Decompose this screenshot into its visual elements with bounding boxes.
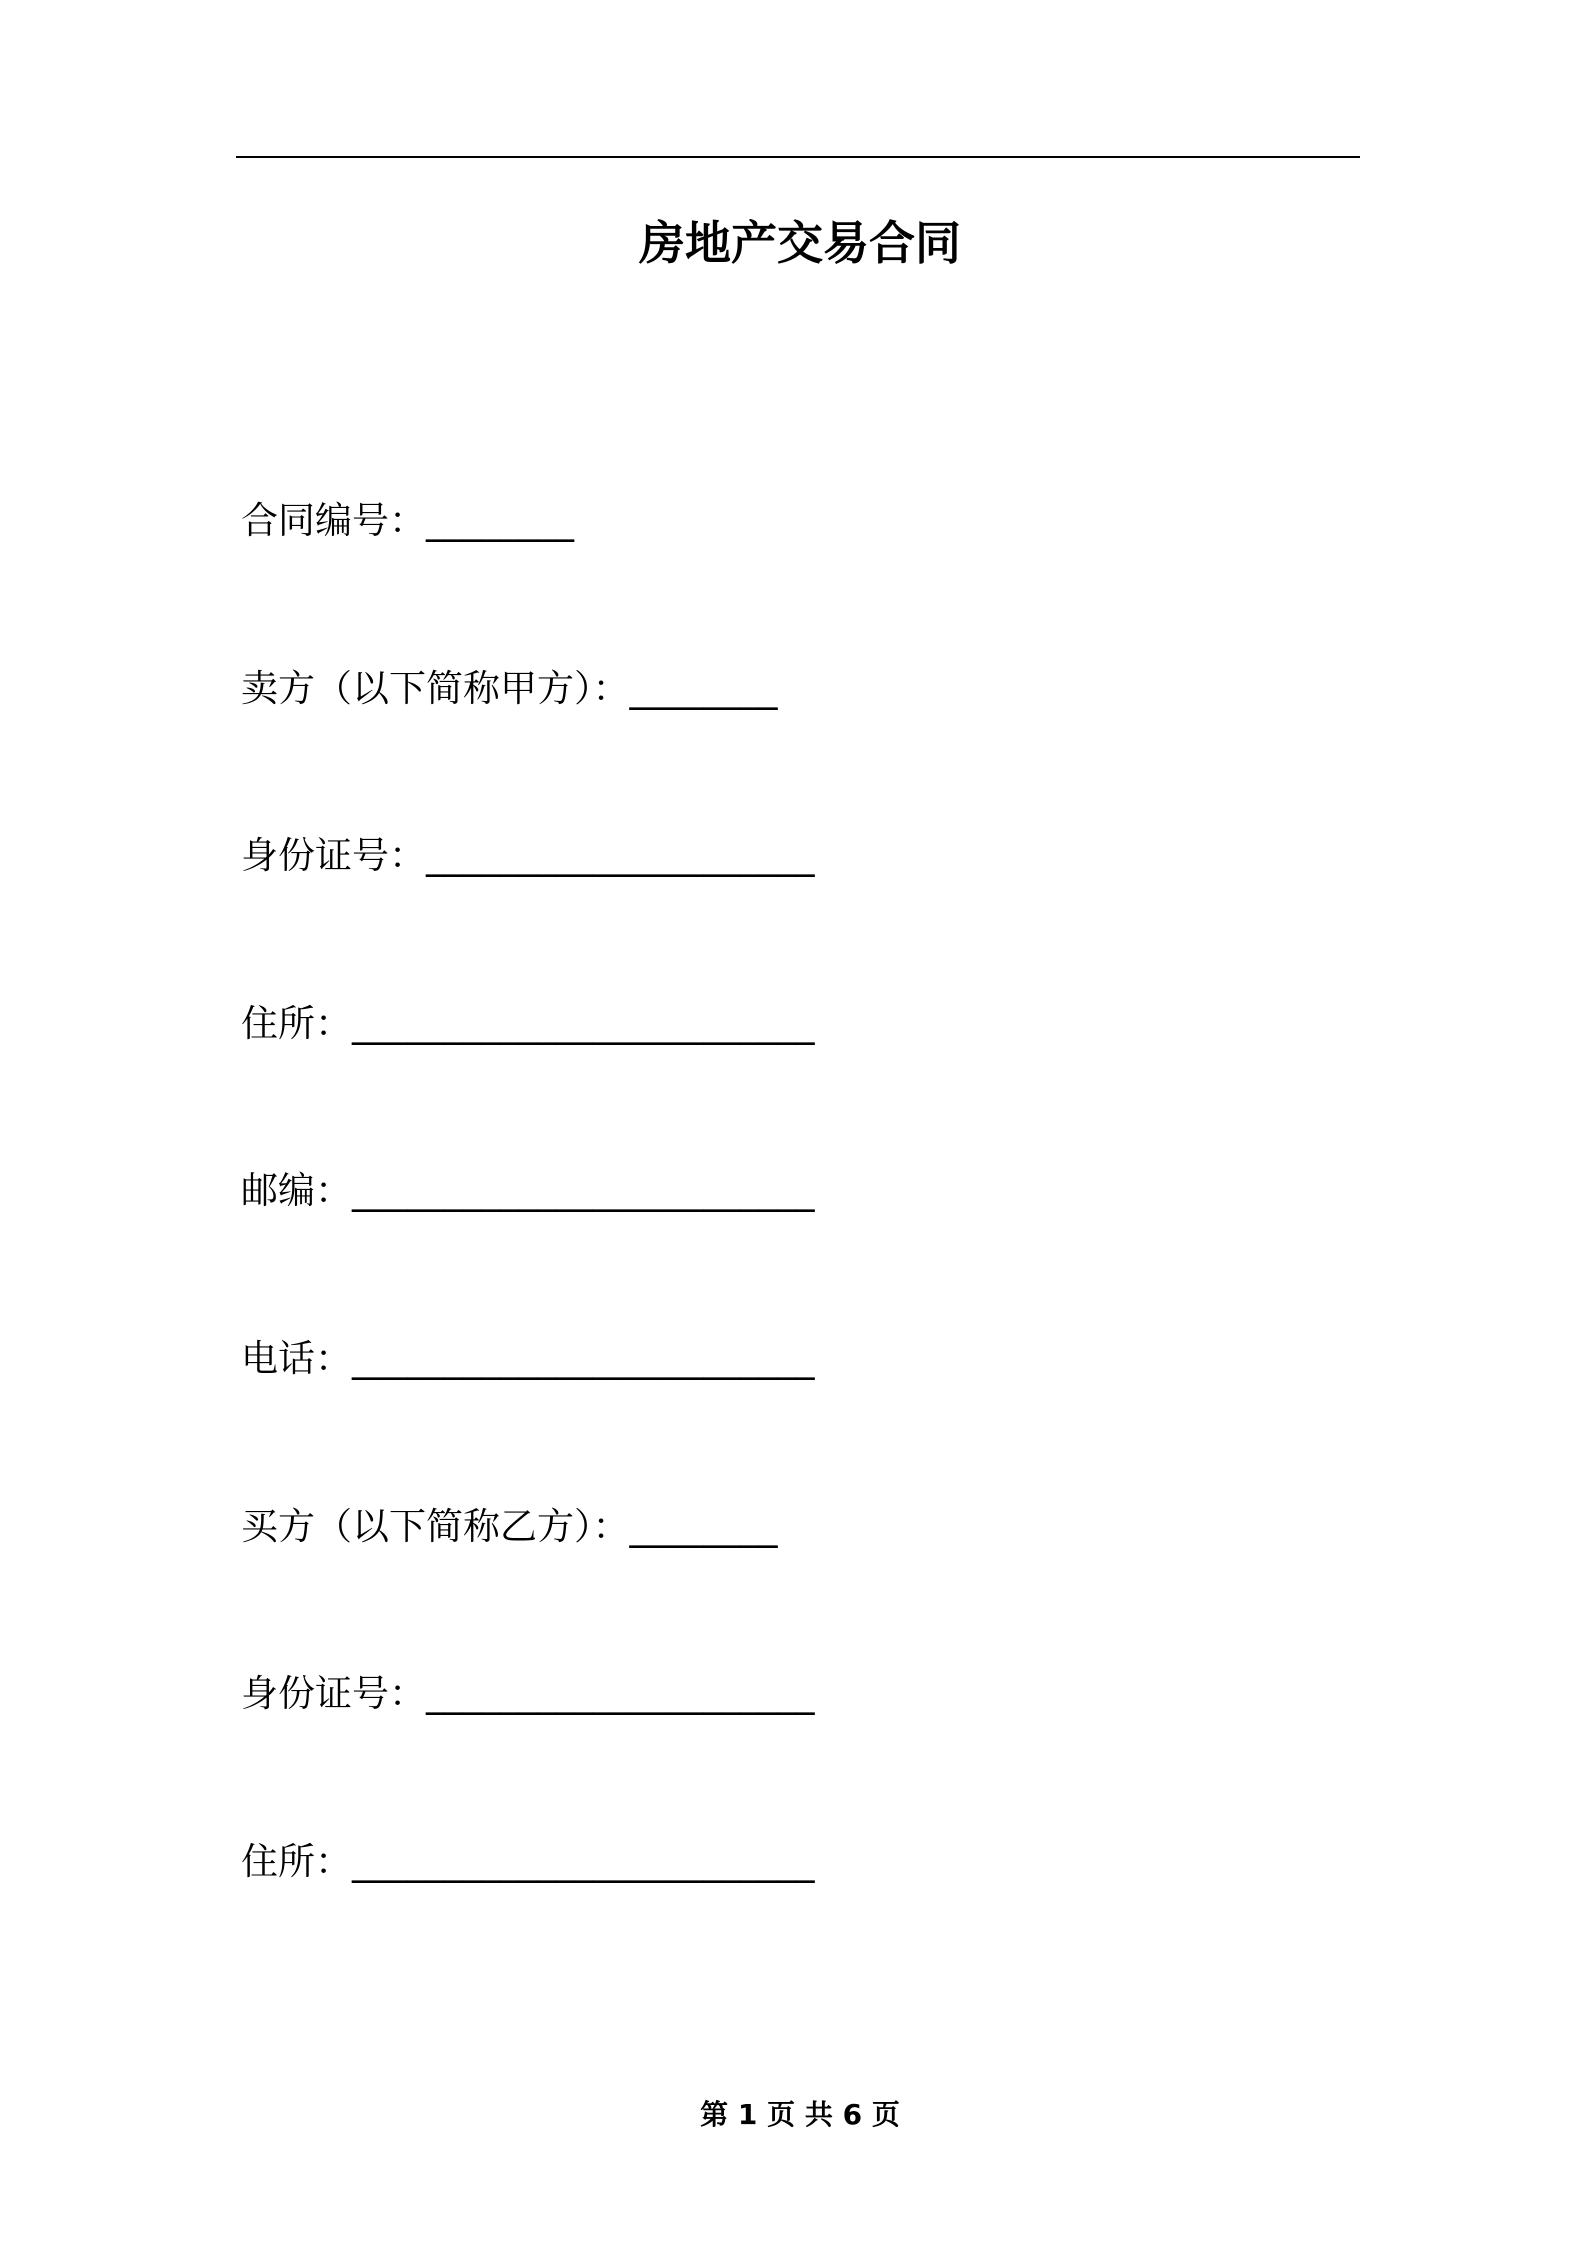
seller-field: 卖方（以下简称甲方）：________: [241, 667, 778, 710]
seller-postcode-field: 邮编：_________________________: [241, 1169, 815, 1212]
buyer-id-number-field: 身份证号：_____________________: [241, 1672, 815, 1715]
header-rule: [236, 156, 1360, 158]
document-title: 房地产交易合同: [639, 216, 961, 270]
page-number-footer: 第 1 页 共 6 页: [700, 2098, 900, 2131]
contract-number-field: 合同编号：________: [241, 499, 574, 542]
seller-phone-field: 电话：_________________________: [241, 1337, 815, 1380]
seller-address-field: 住所：_________________________: [241, 1002, 815, 1045]
buyer-address-field: 住所：_________________________: [241, 1840, 815, 1883]
buyer-field: 买方（以下简称乙方）：________: [241, 1505, 778, 1548]
seller-id-number-field: 身份证号：_____________________: [241, 834, 815, 877]
